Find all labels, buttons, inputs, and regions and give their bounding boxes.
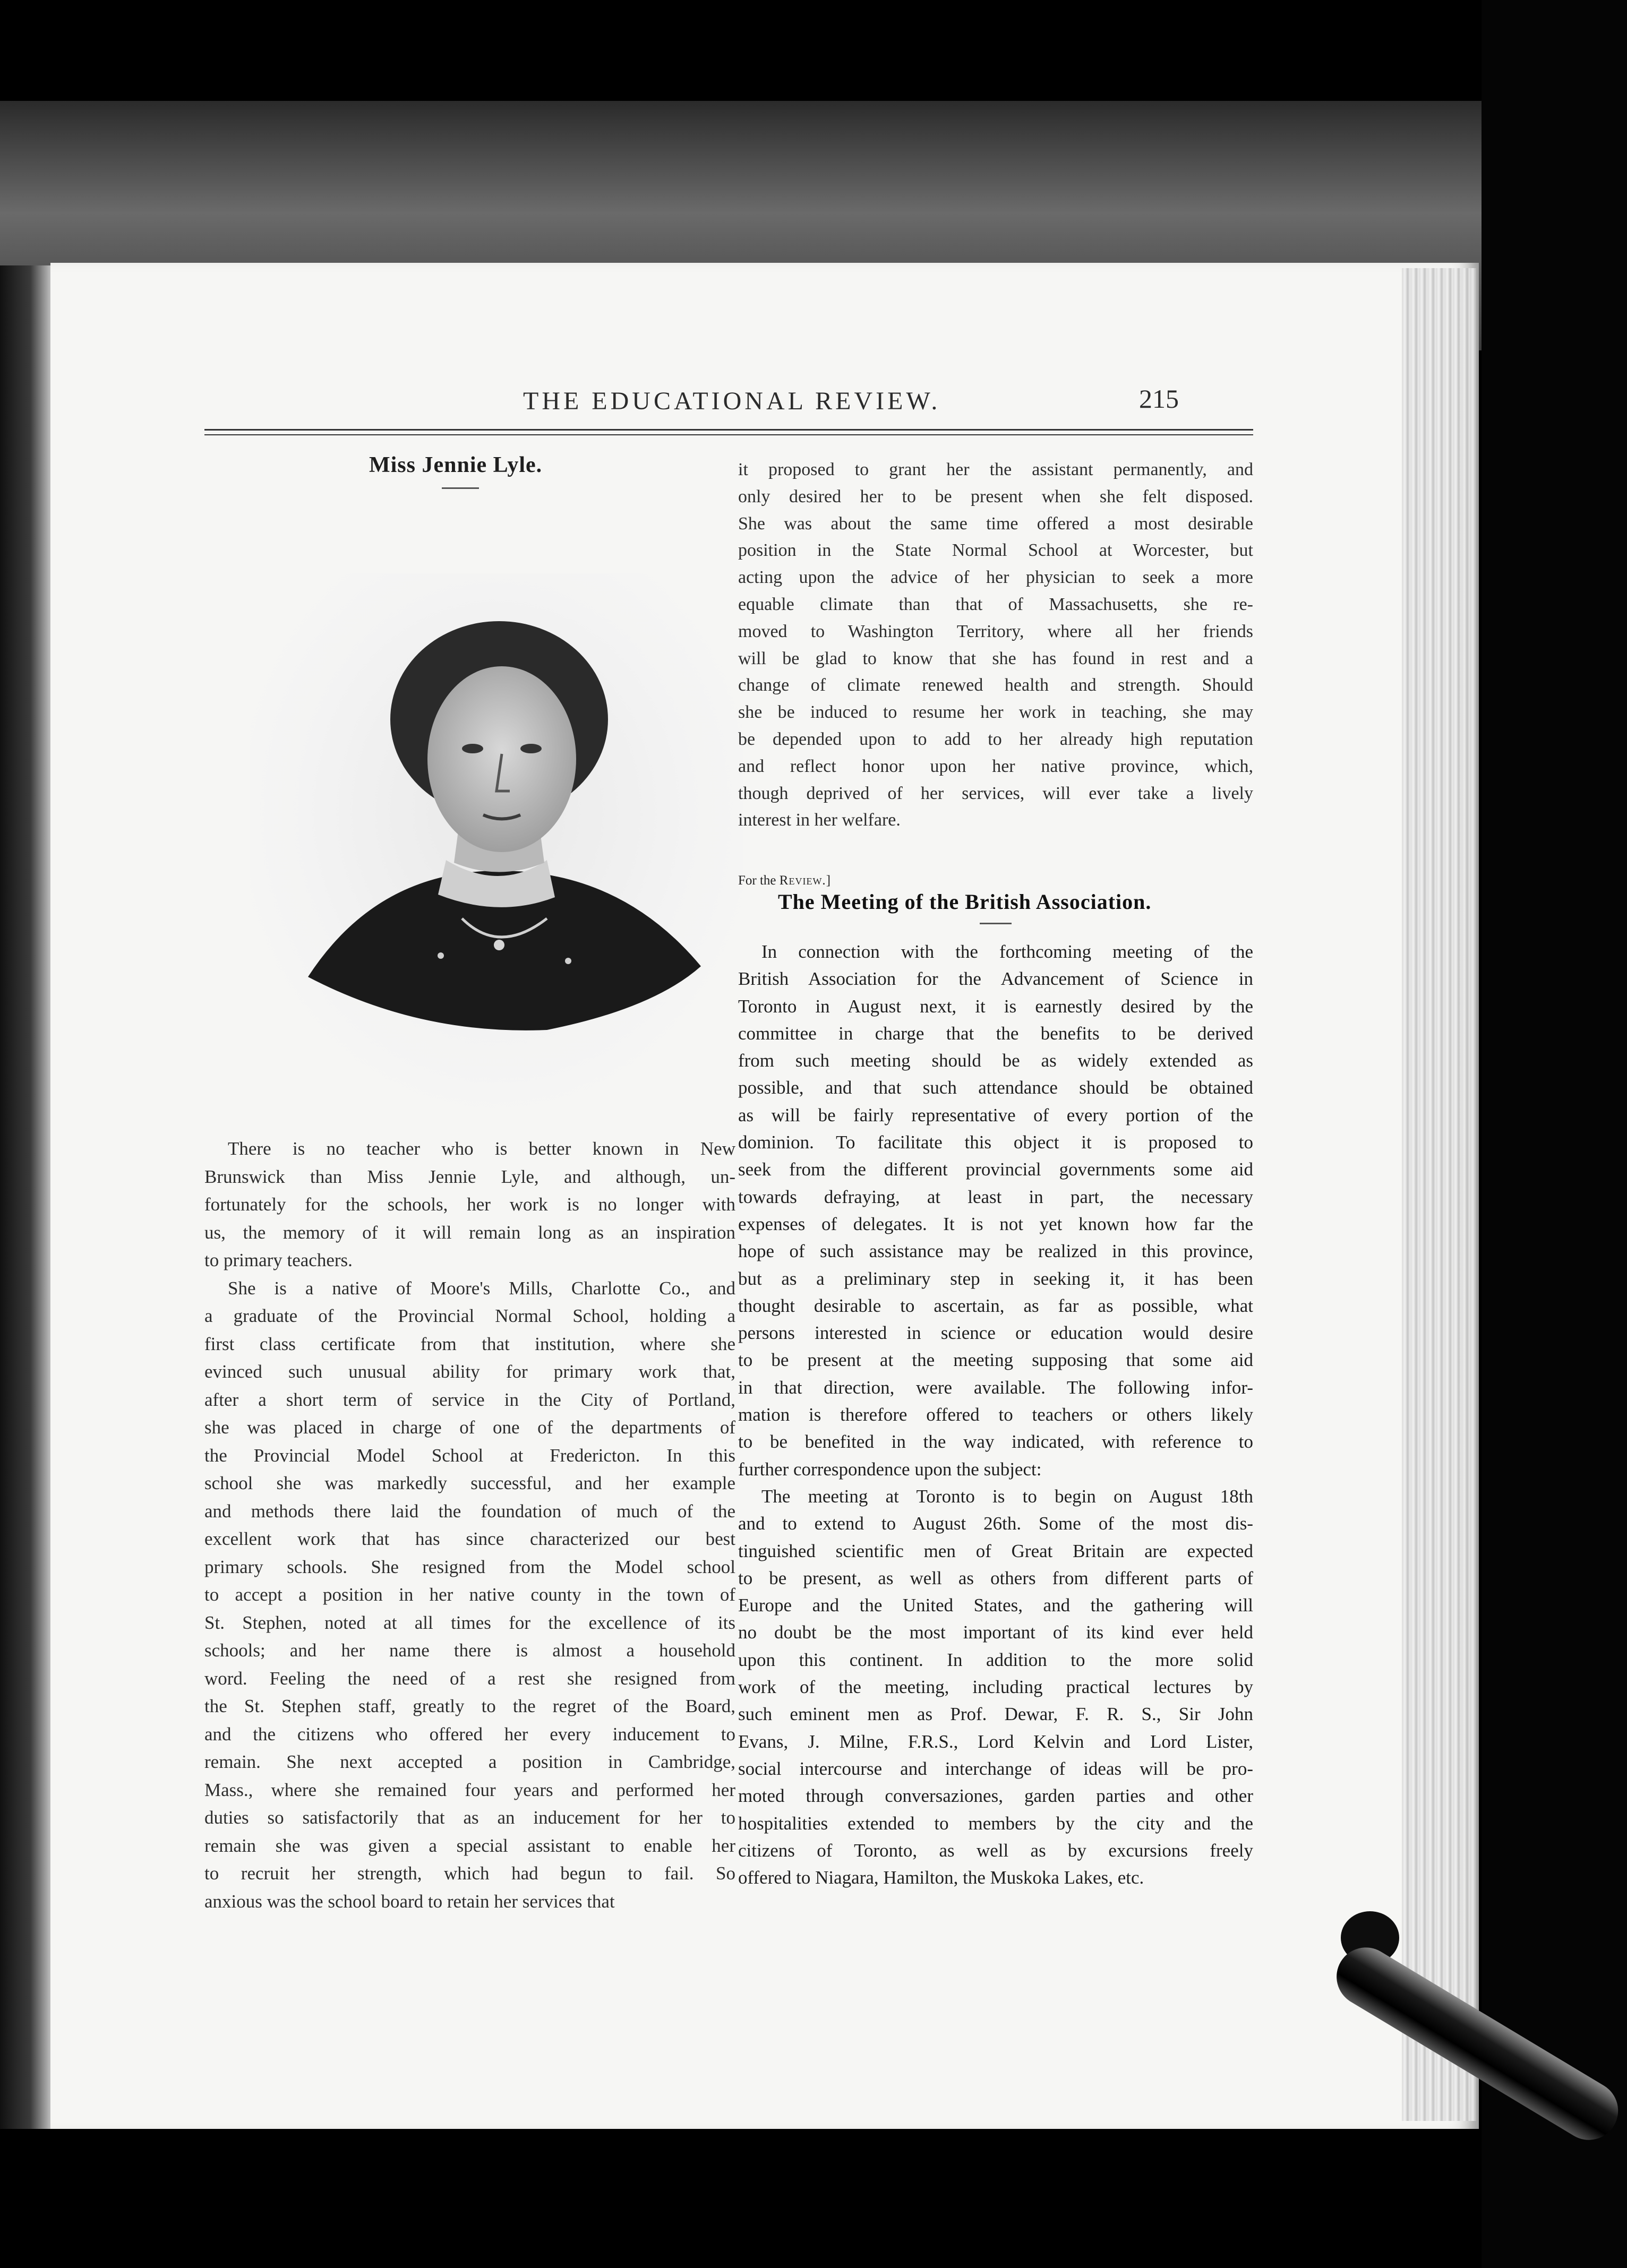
article-kicker [738,873,830,888]
text-line: evinced such unusual ability for primary work that, [204,1361,735,1382]
text-line: acting upon the advice of her physician to seek a more [738,568,1253,588]
text-line: Mass., where she remained four years and performed her [204,1779,735,1800]
text-line: and to extend to August 26th. Some of the most dis- [738,1513,1253,1534]
text-line: persons interested in science or education would desire [738,1322,1253,1344]
kicker-name: Review. [779,873,826,888]
text-line: she was placed in charge of one of the departments of [204,1417,735,1438]
text-line: to be present at the meeting supposing that some aid [738,1350,1253,1371]
text-line: towards defraying, at least in part, the necessary [738,1186,1253,1207]
text-line: in that direction, were available. The following infor- [738,1377,1253,1398]
text-line: will be glad to know that she has found in rest and a [738,648,1253,668]
text-line: remain. She next accepted a position in Cambridge, [204,1751,735,1772]
book-gutter [0,265,50,2129]
kicker-prefix: For the [738,873,776,888]
title-underline-lyle [442,487,479,489]
text-line: to be present, as well as others from different parts of [738,1567,1253,1588]
text-line: after a short term of service in the City of Portland, [204,1389,735,1410]
text-line: In connection with the forthcoming meeting of the [761,941,1253,962]
text-line: further correspondence upon the subject: [738,1458,1042,1480]
british-paragraph-2 [738,1483,1253,1891]
background-dark-edge [1482,0,1627,2268]
page-number: 215 [1139,384,1179,414]
text-line: fortunately for the schools, her work is no longer with [204,1194,735,1215]
text-line: duties so satisfactorily that as an inducement for her to [204,1807,735,1828]
text-line: Toronto in August next, it is earnestly desired by the [738,995,1253,1017]
article-body-lyle [204,1135,735,1915]
text-line: committee in charge that the benefits to be derived [738,1023,1253,1044]
text-line: excellent work that has since characterized our best [204,1528,735,1549]
text-line: equable climate than that of Massachusetts, she re- [738,594,1253,614]
text-line: us, the memory of it will remain long as an inspiration [204,1222,735,1243]
article-continuation-lyle [738,457,1253,834]
header-rule-top [204,429,1253,431]
text-line: from such meeting should be as widely extended as [738,1050,1253,1071]
text-line: and the citizens who offered her every inducement to [204,1723,735,1745]
text-line: work of the meeting, including practical lectures by [738,1677,1253,1698]
text-line: to primary teachers. [204,1250,353,1270]
text-line: St. Stephen, noted at all times for the excellence of its [204,1612,735,1633]
text-line: only desired her to be present when she felt disposed. [738,486,1253,506]
text-line: to be benefited in the way indicated, with reference to [738,1431,1253,1453]
title-underline-british [980,923,1012,924]
text-line: she be induced to resume her work in teaching, she may [738,702,1253,723]
text-line: but as a preliminary step in seeking it, it has been [738,1268,1253,1289]
text-line: such eminent men as Prof. Dewar, F. R. S., Sir John [738,1704,1253,1725]
lyle-paragraph-1 [204,1135,735,1275]
text-line: moted through conversaziones, garden parties and other [738,1785,1253,1807]
text-line: and reflect honor upon her native province, which, [738,756,1253,776]
text-line: British Association for the Advancement of Science in [738,968,1253,990]
text-line: position in the State Normal School at Worcester, but [738,540,1253,561]
text-line: change of climate renewed health and strength. Should [738,675,1253,695]
text-line: tinguished scientific men of Great Britain are expected [738,1540,1253,1561]
text-line: as will be fairly representative of every portion of the [738,1104,1253,1126]
text-line: remain she was given a special assistant to enable her [204,1835,735,1856]
text-line: offered to Niagara, Hamilton, the Muskoka Lakes, etc. [738,1867,1144,1888]
text-line: possible, and that such attendance should be obtained [738,1077,1253,1098]
article-body-british-association [738,938,1253,1891]
text-line: Evans, J. Milne, F.R.S., Lord Kelvin and Lord Lister, [738,1731,1253,1752]
kicker-suffix: ] [826,873,831,888]
text-line: the Provincial Model School at Fredericton. In this [204,1445,735,1466]
text-line: upon this continent. In addition to the more solid [738,1649,1253,1670]
text-line: thought desirable to ascertain, as far as possible, what [738,1295,1253,1316]
text-line: though deprived of her services, will ever take a lively [738,783,1253,803]
british-paragraph-1 [738,938,1253,1483]
text-line: She is a native of Moore's Mills, Charlotte Co., and [228,1277,735,1299]
text-line: Europe and the United States, and the gathering will [738,1595,1253,1616]
text-line: moved to Washington Territory, where all her friends [738,621,1253,641]
text-line: school she was markedly successful, and her example [204,1473,735,1493]
lyle-continuation-paragraph [738,457,1253,834]
text-line: anxious was the school board to retain her services that [204,1891,615,1912]
text-line: seek from the different provincial governments some aid [738,1159,1253,1180]
text-line: She was about the same time offered a most desirable [738,513,1253,534]
text-line: social intercourse and interchange of ideas will be pro- [738,1758,1253,1779]
page-edges [1402,268,1476,2121]
text-line: Brunswick than Miss Jennie Lyle, and although, un- [204,1166,735,1187]
running-title: THE EDUCATIONAL REVIEW. [523,387,941,415]
text-line: word. Feeling the need of a rest she resigned from [204,1668,735,1689]
text-line: to recruit her strength, which had begun to fail. So [204,1863,735,1884]
text-line: no doubt be the most important of its kind ever held [738,1622,1253,1643]
text-line: interest in her welfare. [738,810,901,830]
text-line: schools; and her name there is almost a household [204,1640,735,1661]
text-line: dominion. To facilitate this object it is proposed to [738,1132,1253,1153]
text-line: hope of such assistance may be realized in this province, [738,1241,1253,1262]
text-line: first class certificate from that institution, where she [204,1333,735,1354]
text-line: primary schools. She resigned from the Model school [204,1556,735,1577]
text-line: to accept a position in her native county in the town of [204,1584,735,1605]
article-title-lyle: Miss Jennie Lyle. [369,453,543,477]
text-line: a graduate of the Provincial Normal School, holding a [204,1305,735,1326]
text-line: it proposed to grant her the assistant permanently, and [738,460,1253,479]
text-line: expenses of delegates. It is not yet known how far the [738,1213,1253,1234]
text-line: and methods there laid the foundation of much of the [204,1500,735,1522]
text-line: the St. Stephen staff, greatly to the regret of the Board, [204,1696,735,1716]
portrait-photo-icon [250,573,743,1141]
text-line: hospitalities extended to members by the city and the [738,1812,1253,1834]
article-title-british-association: The Meeting of the British Association. [778,890,1152,914]
text-line: There is no teacher who is better known in New [228,1138,735,1159]
lyle-paragraph-2 [204,1275,735,1916]
header-rule-bottom [204,434,1253,435]
text-line: mation is therefore offered to teachers or others likely [738,1404,1253,1425]
text-line: The meeting at Toronto is to begin on August 18th [761,1485,1253,1507]
text-line: be depended upon to add to her already high reputation [738,729,1253,749]
text-line: citizens of Toronto, as well as by excursions freely [738,1840,1253,1861]
